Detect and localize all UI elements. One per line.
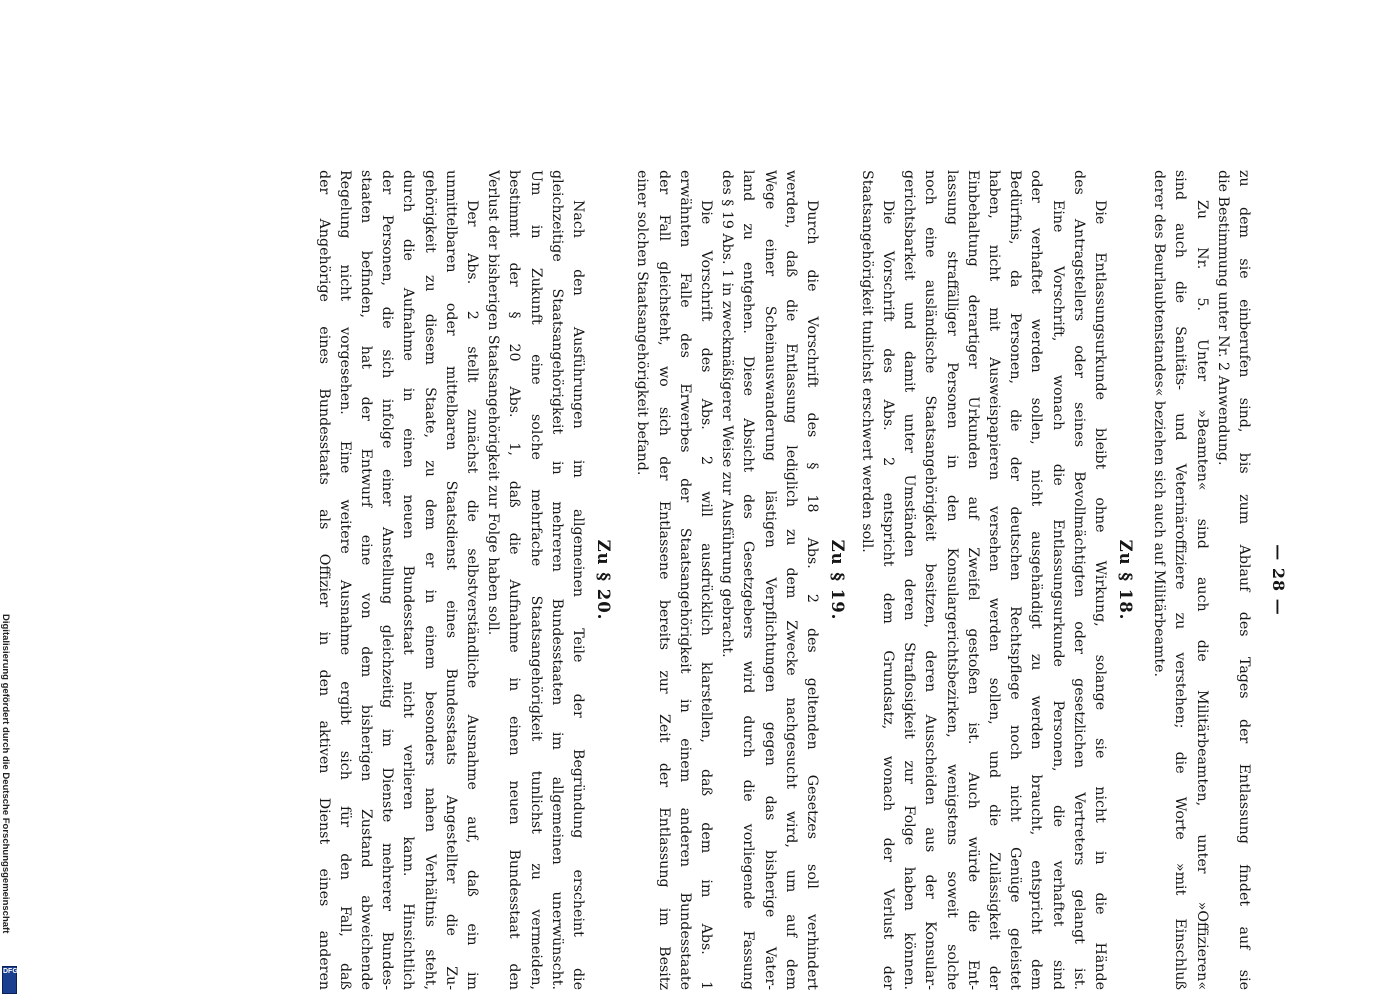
text-line: Regelung nicht vorgesehen. Eine weitere Ausnahme ergibt sich für den Fall, daß xyxy=(336,170,353,990)
section-heading: Zu § 20. xyxy=(594,539,613,621)
rotated-text-page xyxy=(50,170,1290,990)
text-line: Wege einer Scheinauswanderung lästigen Verpflichtungen gegen das bisherige Vater- xyxy=(761,170,778,990)
text-line: zu dem sie einberufen sind, bis zum Ablauf des Tages der Entlassung findet auf sie xyxy=(1236,170,1252,990)
text-line: die Bestimmung unter Nr. 2 Anwendung. xyxy=(1214,170,1231,466)
text-line: durch die Aufnahme in einen neuen Bundesstaat nicht verlieren kann. Hinsichtlich xyxy=(400,170,417,990)
text-line: des Antragstellers oder seines Bevollmächtigten oder gesetzlichen Vertreters gelangt ist. xyxy=(1070,170,1087,990)
text-line: Verlust der bisherigen Staatsangehörigkeit zur Folge haben soll. xyxy=(485,170,502,636)
text-line: Der Abs. 2 stellt zunächst die selbstverständliche Ausnahme auf, daß ein im xyxy=(464,200,481,990)
text-line: lassung straffälliger Personen in den Konsulargerichtsbezirken, wenigstens soweit solche xyxy=(943,170,960,990)
text-line: Durch die Vorschrift des § 18 Abs. 2 des geltenden Gesetzes soll verhindert xyxy=(804,200,820,990)
text-line: oder verhaftet werden sollen, nicht ausgehändigt zu werden braucht, entspricht dem xyxy=(1028,170,1045,990)
text-line: derer des Beurlaubtenstandes« beziehen sich auch auf Militärbeamte. xyxy=(1151,170,1168,678)
text-line: land zu entgehen. Diese Absicht des Gesetzgebers wird durch die vorliegende Fassung xyxy=(740,170,757,990)
text-line: der Fall gleichsteht, wo sich der Entlassene bereits zur Zeit der Entlassung im Besitz xyxy=(655,170,672,990)
text-line: unmittelbaren oder mittelbaren Staatsdienst eines Bundesstaats Angestellter die Zu- xyxy=(442,170,459,990)
section-heading: Zu § 19. xyxy=(828,539,847,621)
text-line: Die Vorschrift des Abs. 2 entspricht dem Grundsatz, wonach der Verlust der xyxy=(880,200,897,990)
section-19 xyxy=(631,170,852,990)
text-line: Die Vorschrift des Abs. 2 will ausdrücklich klarstellen, daß dem im Abs. 1 xyxy=(698,200,715,990)
page-number: — 28 — xyxy=(1269,544,1288,616)
text-line: gehörigkeit zu diesem Staate, zu dem er in einem besonders nahen Verhältnis steht, xyxy=(421,170,438,990)
text-line: Eine Vorschrift, wonach die Entlassungsurkunde Personen, die verhaftet sind xyxy=(1049,200,1066,990)
text-line: Um in Zukunft eine solche mehrfache Staatsangehörigkeit tunlichst zu vermeiden, xyxy=(527,170,544,990)
text-line: Zu Nr. 5. Unter »Beamten« sind auch die Militärbeamten, unter »Offizieren« xyxy=(1193,200,1210,990)
text-line: Nach den Ausführungen im allgemeinen Teile der Begründung erscheint die xyxy=(570,200,586,990)
text-line: erwähnten Falle des Erwerbes der Staatsangehörigkeit in einem anderen Bundesstaate xyxy=(676,170,693,990)
text-line: einer solchen Staatsangehörigkeit befand. xyxy=(634,170,651,476)
text-line: gerichtsbarkeit und damit unter Umständen deren Straflosigkeit zur Folge haben können. xyxy=(901,170,918,990)
paragraph-intro xyxy=(1148,170,1254,990)
text-line: sind auch die Sanitäts- und Veterinäroffiziere zu verstehen; die Worte »mit Einschluß xyxy=(1172,170,1189,990)
dfg-logo-icon xyxy=(2,966,17,994)
text-line: bestimmt der § 20 Abs. 1, daß die Aufnahme in einen neuen Bundesstaat den xyxy=(506,170,523,990)
text-line: des § 19 Abs. 1 in zweckmäßigerer Weise zur Ausführung gebracht. xyxy=(719,170,736,658)
text-line: staaten befinden, hat der Entwurf eine von dem bisherigen Zustand abweichende xyxy=(358,170,375,990)
text-line: der Angehörige eines Bundesstaats als Offizier in den aktiven Dienst eines anderen xyxy=(315,170,332,990)
digitization-credit xyxy=(0,600,18,1000)
text-line: noch eine ausländische Staatsangehörigkeit besitzen, deren Ausscheiden aus der Konsular- xyxy=(922,170,939,990)
logo-text: DFG xyxy=(3,968,18,975)
section-20 xyxy=(313,170,618,990)
section-heading: Zu § 18. xyxy=(1116,539,1135,621)
text-line: der Personen, die sich infolge einer Anstellung gleichzeitig im Dienste mehrerer Bundes- xyxy=(379,170,396,990)
text-line: gleichzeitige Staatsangehörigkeit in mehreren Bundesstaaten im allgemeinen unerwünscht. xyxy=(548,170,565,990)
text-line: Bedürfnis, da Personen, die der deutschen Rechtspflege noch nicht Genüge geleistet xyxy=(1007,170,1024,990)
text-line: haben, nicht mit Ausweispapieren versehen werden sollen, und die Zulässigkeit der xyxy=(986,170,1003,990)
text-line: Staatsangehörigkeit tunlichst erschwert werden soll. xyxy=(858,170,875,553)
section-18 xyxy=(856,170,1140,990)
text-line: Einbehaltung derartiger Urkunden auf Zweifel gestoßen ist. Auch würde die Ent- xyxy=(964,170,981,990)
text-line: werden, daß die Entlassung lediglich zu dem Zwecke nachgesucht wird, um auf dem xyxy=(782,170,799,990)
text-line: Die Entlassungsurkunde bleibt ohne Wirkung, solange sie nicht in die Hände xyxy=(1092,200,1108,990)
credit-text: Digitalisierung gefördert durch die Deutsche Forschungsgemeinschaft xyxy=(0,614,11,934)
